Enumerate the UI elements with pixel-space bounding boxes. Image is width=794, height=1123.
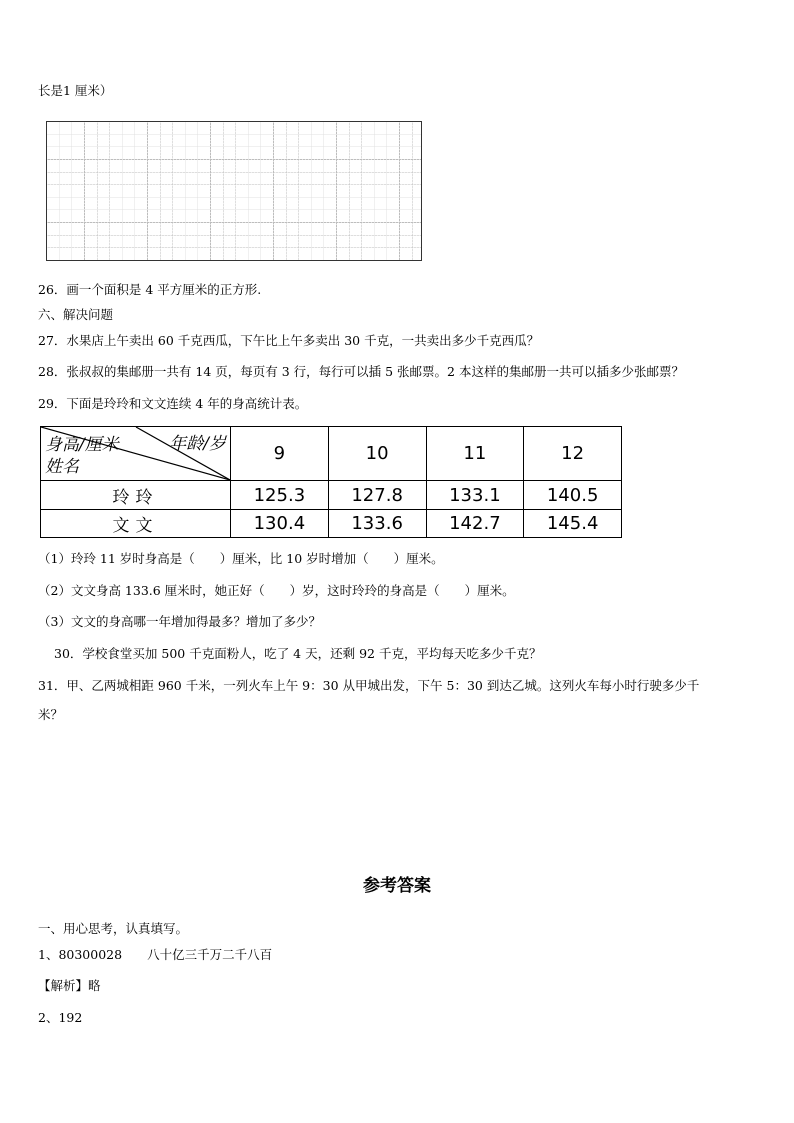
question-26: 26．画一个面积是 4 平方厘米的正方形. [38,282,262,297]
height-cell: 127.8 [328,481,426,510]
header-name-label: 姓名 [45,457,79,477]
table-row [41,481,622,510]
question-28: 28．张叔叔的集邮册一共有 14 页，每页有 3 行，每行可以插 5 张邮票。2 本这样的集邮册一共可以插多少张邮票？ [38,364,684,379]
answer-section-1: 一、用心思考，认真填写。 [38,921,189,936]
header-age-label: 年龄/岁 [169,434,226,454]
height-cell: 133.6 [328,510,426,538]
section-6-heading: 六、解决问题 [38,307,114,322]
age-header: 10 [328,427,426,481]
height-stats-table [40,426,622,538]
grid-paper [46,121,422,261]
question-31-line1: 31．甲、乙两城相距 960 千米，一列火车上午 9：30 从甲城出发，下午 5：30 到达乙城。这列火车每小时行驶多少千 [38,678,700,693]
height-cell: 130.4 [231,510,329,538]
age-header: 11 [426,427,524,481]
table-row [41,510,622,538]
question-30: 30．学校食堂买加 500 千克面粉人，吃了 4 天，还剩 92 千克，平均每天吃多少千克？ [54,646,542,661]
question-29: 29．下面是玲玲和文文连续 4 年的身高统计表。 [38,396,308,411]
row-name: 文文 [41,510,231,538]
height-cell: 142.7 [426,510,524,538]
table-diagonal-header [41,427,231,481]
question-29-2: （2）文文身高 133.6 厘米时，她正好（ ）岁，这时玲玲的身高是（ ）厘米。 [38,583,515,598]
height-cell: 140.5 [524,481,622,510]
age-header: 12 [524,427,622,481]
question-29-1: （1）玲玲 11 岁时身高是（ ）厘米，比 10 岁时增加（ ）厘米。 [38,551,444,566]
row-name: 玲玲 [41,481,231,510]
height-cell: 145.4 [524,510,622,538]
header-height-label: 身高/厘米 [45,435,119,455]
answer-key-title: 参考答案 [363,876,431,896]
age-header: 9 [231,427,329,481]
question-29-3: （3）文文的身高哪一年增加得最多？增加了多少？ [38,614,321,629]
answer-2: 2、192 [38,1010,83,1025]
height-cell: 133.1 [426,481,524,510]
answer-1-analysis: 【解析】略 [38,978,101,993]
instruction-continuation: 长是1 厘米） [38,83,113,98]
question-31-line2: 米？ [38,707,64,722]
question-27: 27．水果店上午卖出 60 千克西瓜，下午比上午多卖出 30 千克，一共卖出多少千克西瓜？ [38,333,540,348]
answer-1: 1、80300028 八十亿三千万二千八百 [38,947,273,962]
height-cell: 125.3 [231,481,329,510]
